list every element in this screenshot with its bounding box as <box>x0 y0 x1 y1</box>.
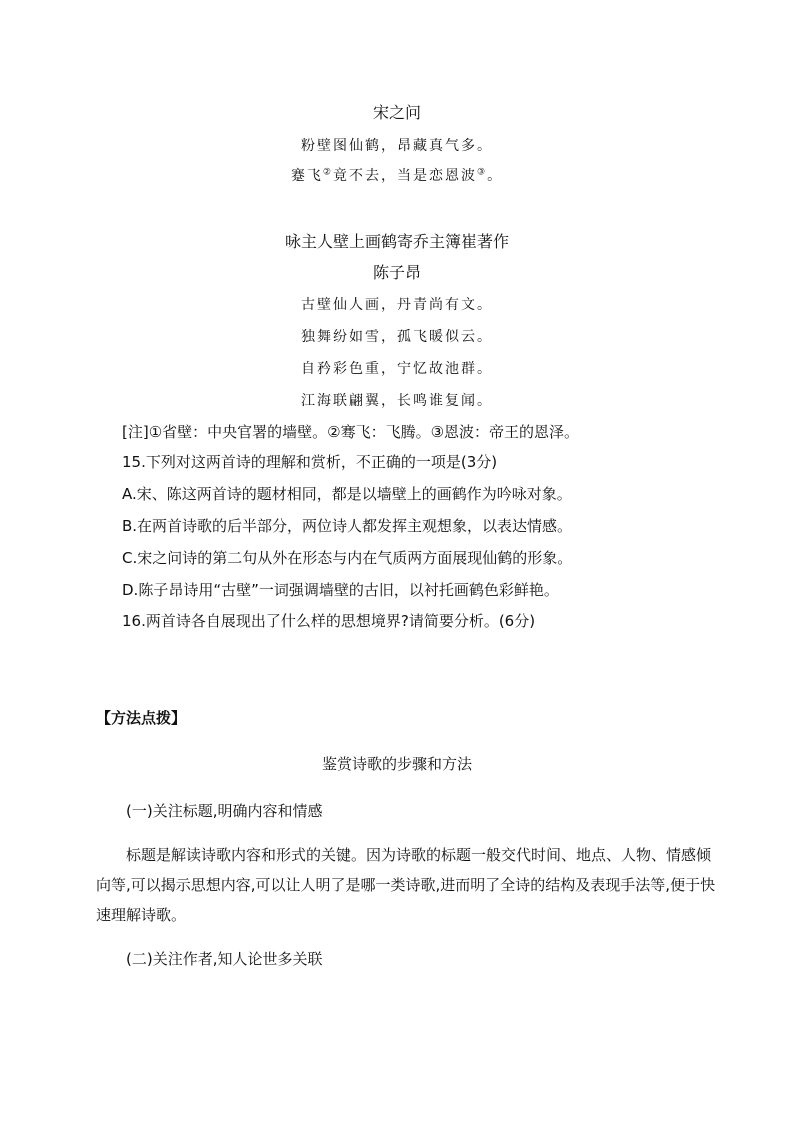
footnote-mark-2: ② <box>322 167 333 178</box>
footnote: [注]①省壁：中央官署的墙壁。②骞飞：飞腾。③恩波：帝王的恩泽。 <box>122 423 580 441</box>
poem2-line-3: 自矜彩色重，宁忆故池群。 <box>301 361 493 377</box>
question-16: 16.两首诗各自展现出了什么样的思想境界?请简要分析。(6分) <box>122 612 536 630</box>
method-title: 鉴赏诗歌的步骤和方法 <box>321 755 472 773</box>
poem2-line-2: 独舞纷如雪，孤飞暖似云。 <box>301 329 493 345</box>
paragraph-title-analysis: 标题是解读诗歌内容和形式的关键。因为诗歌的标题一般交代时间、地点、人物、情感倾向等,可以揭示思想内容,可以让人明了是哪一类诗歌,进而明了全诗的结构及表现手法等,便于快速理解诗歌。 <box>96 846 716 924</box>
poem2-title: 咏主人壁上画鹤寄乔主簿崔著作 <box>284 232 509 251</box>
footnote-mark-3: ③ <box>477 167 488 178</box>
poem1-line-2-part-c: 。 <box>487 168 504 184</box>
option-a: A.宋、陈这两首诗的题材相同，都是以墙壁上的画鹤作为吟咏对象。 <box>122 485 572 503</box>
poem2-author: 陈子昂 <box>372 263 421 282</box>
option-c: C.宋之问诗的第二句从外在形态与内在气质两方面展现仙鹤的形象。 <box>122 549 573 567</box>
section-heading-1: (一)关注标题,明确内容和情感 <box>126 802 323 820</box>
option-b: B.在两首诗歌的后半部分，两位诗人都发挥主观想象，以表达情感。 <box>122 517 573 535</box>
option-d: D.陈子昂诗用“古壁”一词强调墙壁的古旧，以衬托画鹤色彩鲜艳。 <box>122 581 559 599</box>
poem1-line-2-part-b: 竟不去，当是恋恩波 <box>333 168 477 184</box>
poem1-line-2 <box>0 165 794 185</box>
poem1-author: 宋之问 <box>372 103 421 122</box>
poem2-line-1: 古壁仙人画，丹青尚有文。 <box>301 297 493 313</box>
poem2-line-4: 江海联翩翼，长鸣谁复闻。 <box>301 393 493 409</box>
method-label: 【方法点拨】 <box>96 709 187 727</box>
poem1-line-1: 粉壁图仙鹤，昂藏真气多。 <box>301 138 493 154</box>
poem1-line-2-part-a: 蹇飞 <box>290 168 323 184</box>
section-heading-2: (二)关注作者,知人论世多关联 <box>126 950 323 968</box>
question-15: 15.下列对这两首诗的理解和赏析，不正确的一项是(3分) <box>122 453 498 471</box>
